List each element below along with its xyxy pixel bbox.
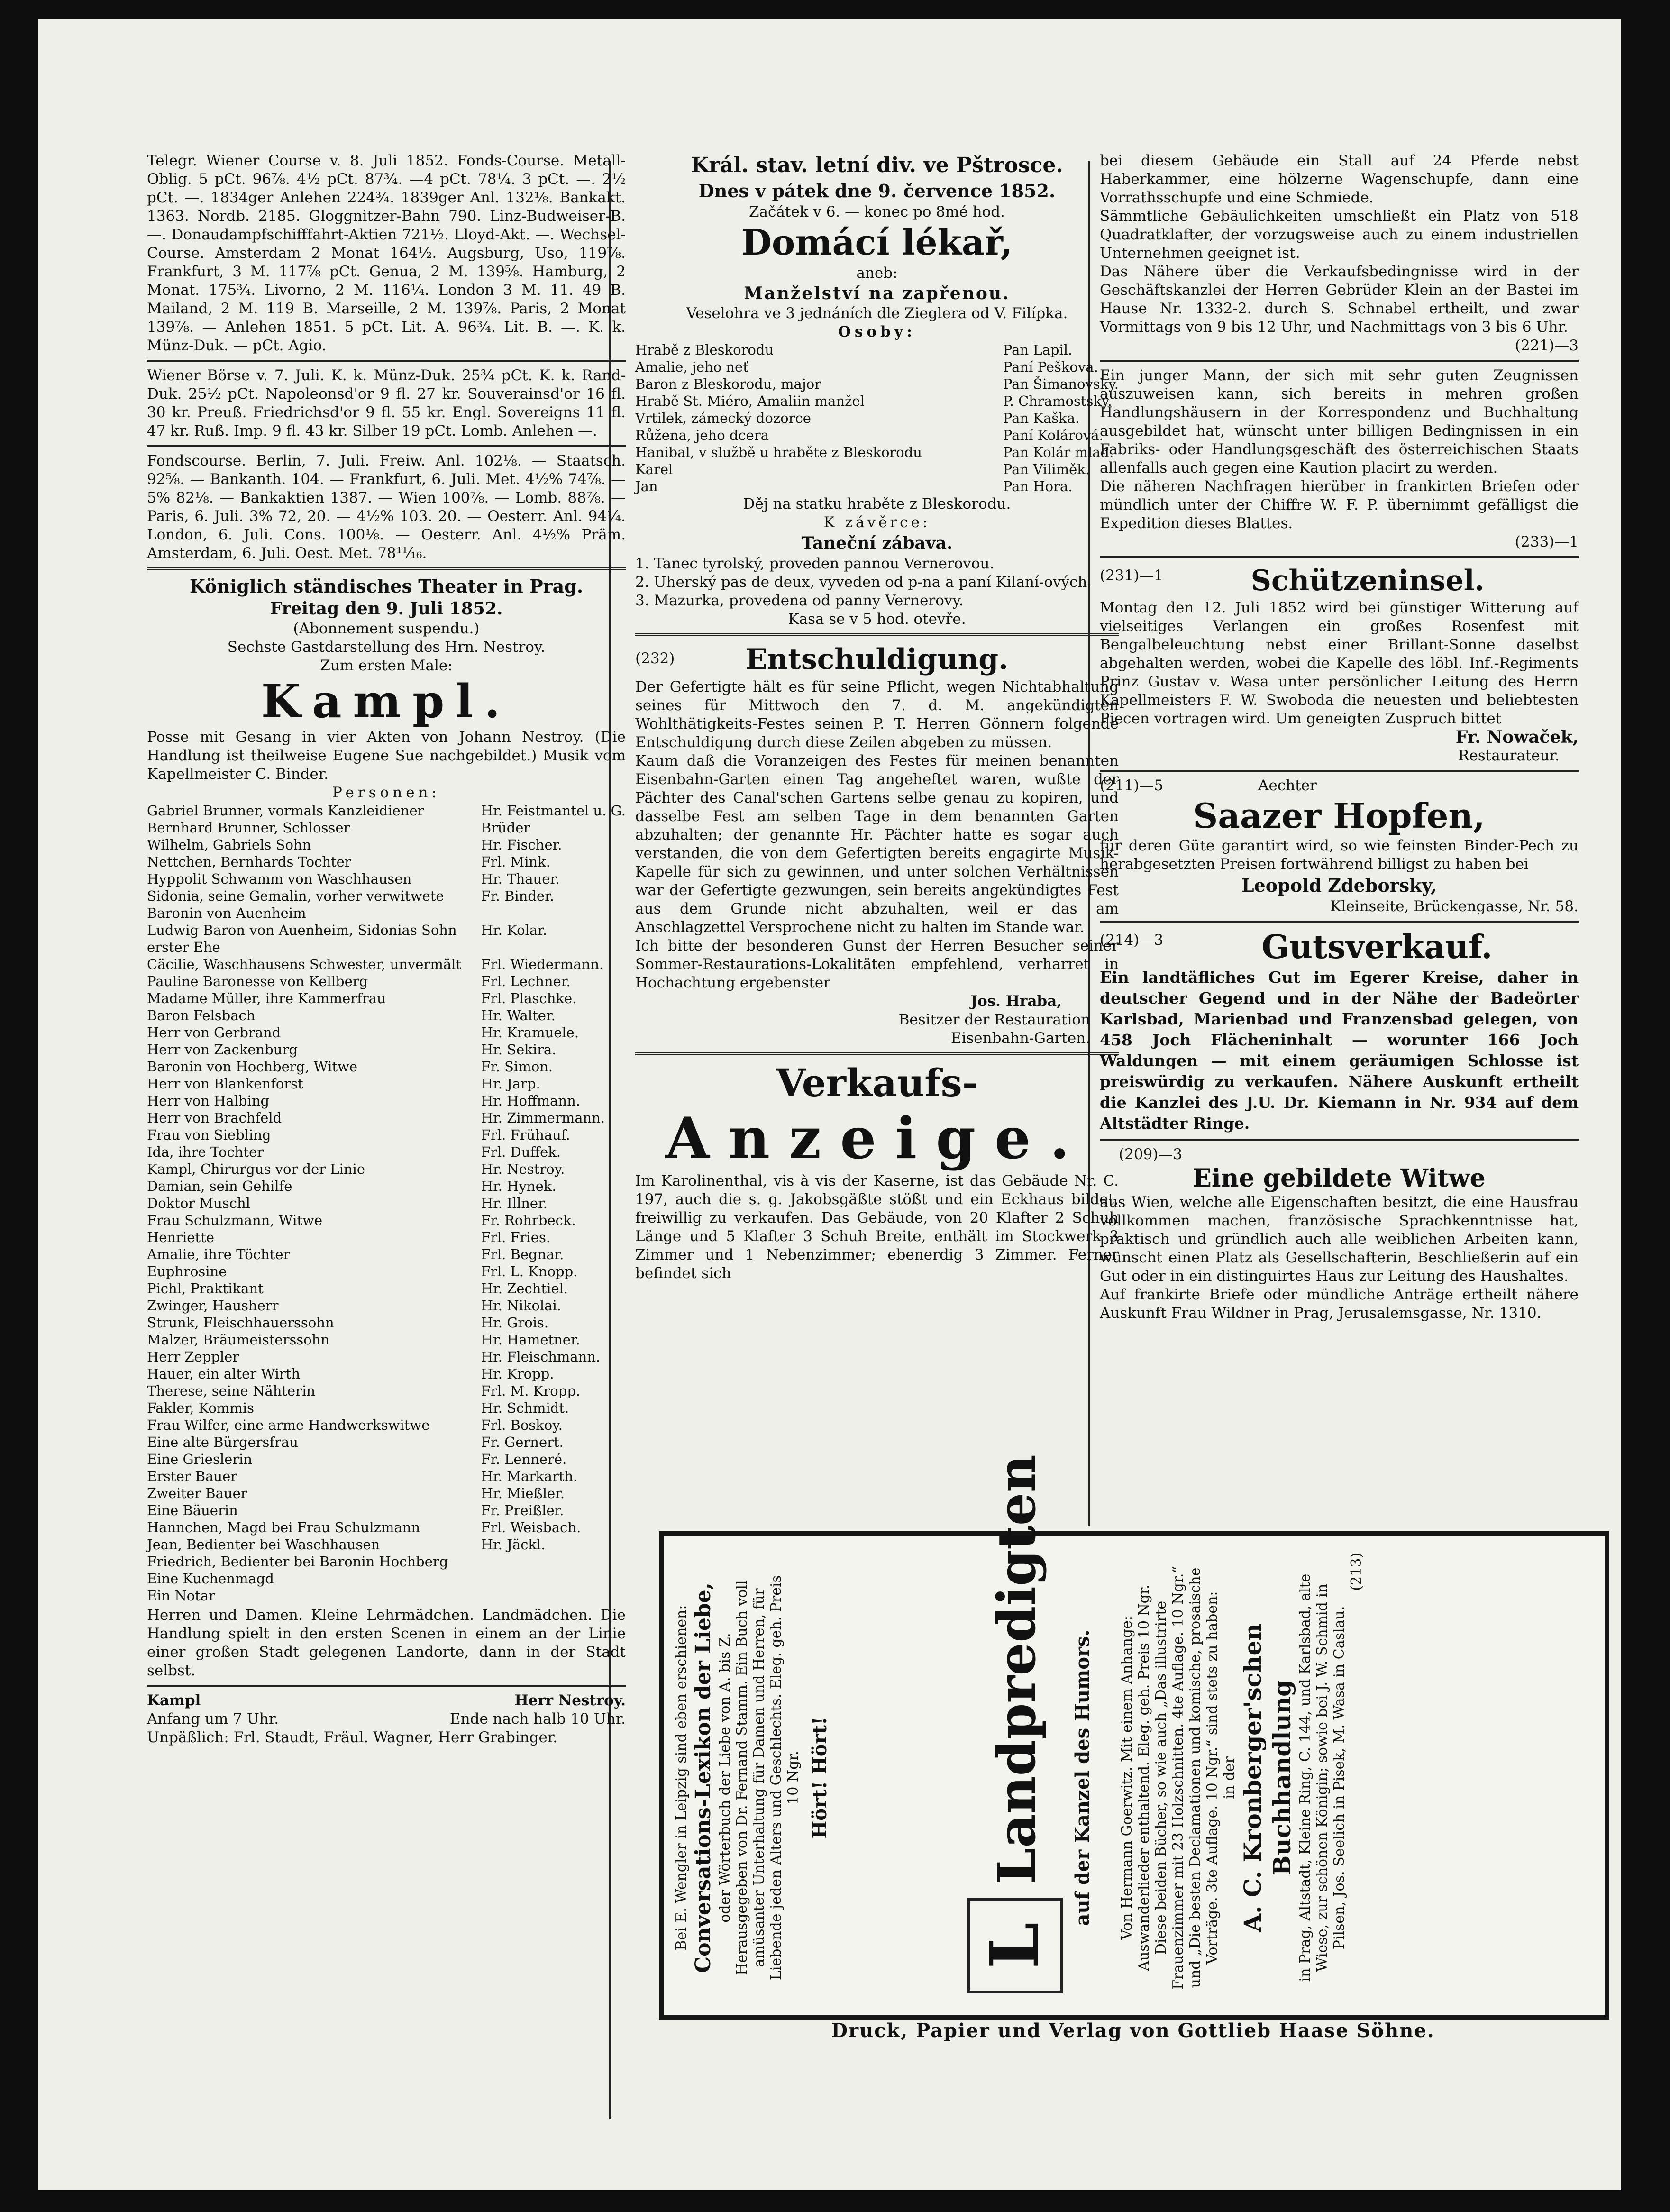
role: Baronin von Hochberg, Witwe [147,1059,357,1075]
divider [147,567,626,570]
excuse-sig-line3: Eisenbahn-Garten. [950,1030,1090,1047]
cast-row [147,1161,626,1178]
osoby-heading: Osoby: [838,323,916,340]
cast-row [147,1434,626,1451]
dance-item: 2. Uherský pas de deux, vyveden od p-na a paní Kilaní-ových. [635,574,1092,591]
cast-row [635,393,1119,410]
role: Herr von Brachfeld [147,1110,282,1126]
actor: P. Chramostský. [1003,393,1112,409]
actor: Frl. Fries. [481,1229,551,1245]
cast-row [147,1348,626,1365]
cast-row [147,956,626,973]
cast-row [147,1075,626,1092]
actor: Brüder [481,820,530,836]
hops-address: Kleinseite, Brückengasse, Nr. 58. [1330,898,1579,915]
role: Herr von Zackenburg [147,1042,298,1058]
imprint: Druck, Papier und Verlag von Gottlieb Haase Söhne. [831,2020,1435,2042]
actor: Frl. Duffek. [481,1144,561,1160]
widow-title: Eine gebildete Witwe [1193,1164,1486,1193]
cast-row [635,358,1119,375]
actor: Fr. Gernert. [481,1434,564,1450]
estate-body: Ein landtäfliches Gut im Egerer Kreise, daher in deutscher Gegend und in der Nähe der Badeörter Karlsbad, Marienbad und Franzensbad gelegen, von 458 Joch Flächeninhalt — worunter 166 Joch Waldungen — mit einem geräumigen Schlosse ist preiswürdig zu verkaufen. Nähere Auskunft ertheilt die Kanzlei des J.U. Dr. Kiemann in Nr. 934 auf dem Altstädter Ringe. [1100,968,1579,1133]
guest-role: Kampl [147,1692,201,1709]
personen-heading: Personen: [332,784,440,801]
actor: Hr. Mießler. [481,1485,565,1501]
hops-number: (211)—5 [1100,777,1164,794]
island-signature: Fr. Nowaček, [1455,727,1579,747]
cast-row [147,1143,626,1161]
lexikon-publisher: Bei E. Wengler in Leipzig sind eben erschienen: [673,1605,690,1951]
cast-row [635,461,1119,478]
divider [1100,1139,1579,1141]
actor: Hr. Hynek. [481,1178,557,1194]
actor: Pan Hora. [1003,478,1073,494]
sale-continued-3: Das Nähere über die Verkaufsbedingnisse wird in der Geschäftskanzlei der Herren Gebrüder Klein an der Bastei im Hause Nr. 1332-2. durch S. Schnabel ertheilt, und zwar Vormittags von 9 bis 12 Uhr, und Nachmittags von 3 bis 6 Uhr. [1100,263,1579,336]
actor: Hr. Fischer. [481,837,562,853]
column-1 [147,152,626,1747]
cast-row [147,1382,626,1399]
cast-row [635,341,1119,358]
cast-row [147,1212,626,1229]
actor: Frl. M. Kropp. [481,1383,581,1399]
role: Zweiter Bauer [147,1485,247,1501]
cast-row [147,1007,626,1024]
role: Eine Bäuerin [147,1502,238,1518]
role: Eine alte Bürgersfrau [147,1434,298,1450]
role: Herr von Blankenforst [147,1076,303,1092]
decorative-initial-l: L [967,1898,1063,1993]
divider [635,633,1119,636]
hops-title: Saazer Hopfen, [1193,795,1485,836]
dance-title: Taneční zábava. [801,533,953,553]
actor: Pan Lapil. [1003,342,1073,358]
excuse-para-3: Ich bitte der besonderen Gunst der Herren Besucher seiner Sommer-Restaurations-Lokalitäten empfehlend, verharret in Hochachtung ergebenster [635,937,1119,991]
actor: Hr. Sekira. [481,1042,557,1058]
sale-number: (221)—3 [1515,337,1579,354]
actor: Fr. Simon. [481,1059,553,1075]
cast-row [147,1587,626,1604]
shop-name: A. C. Kronberger'schen Buchhandlung [1239,1623,1296,1932]
column-2 [635,152,1119,1283]
cast-row [147,1024,626,1041]
actor [481,1553,626,1570]
theater-title: Königlich ständisches Theater in Prag. [189,576,584,597]
cast-row [147,1399,626,1417]
actor: Hr. Grois. [481,1315,549,1331]
role: Hauer, ein alter Wirth [147,1366,301,1382]
actor: Pan Kaška. [1003,410,1080,426]
theater-abonnement: (Abonnement suspendu.) [293,620,480,637]
role: Jean, Bedienter bei Waschhausen [147,1536,380,1553]
role: Damian, sein Gehilfe [147,1178,292,1194]
divider [147,445,626,447]
widow-body-2: Auf frankirte Briefe oder mündliche Anträge ertheilt nähere Auskunft Frau Wildner in Prag, Jerusalemsgasse, Nr. 1310. [1100,1286,1579,1322]
role: Strunk, Fleischhauerssohn [147,1315,334,1331]
excuse-signature: Jos. Hraba, [970,993,1062,1010]
actor: Fr. Binder. [481,888,554,904]
actor: Frl. Plaschke. [481,990,577,1006]
czech-date: Dnes v pátek dne 9. července 1852. [698,180,1056,201]
role: Nettchen, Bernhards Tochter [147,854,351,870]
divider [147,1685,626,1687]
role: Ein Notar [147,1588,215,1604]
czech-times: Začátek v 6. — konec po 8mé hod. [749,203,1005,220]
lexikon-subtitle: oder Wörterbuch der Liebe von A. bis Z. [717,1633,733,1923]
czech-aneb: aneb: [856,265,898,282]
cast-row [147,1041,626,1058]
cast-row [147,1314,626,1331]
actor: Frl. Wiedermann. [481,956,604,972]
actor: Frl. Lechner. [481,973,571,989]
excuse-para-1: Der Gefertigte hält es für seine Pflicht, wegen Nichtabhaltung seines für Mittwoch den 7. d. M. angekündigten Wohlthätigkeits-Festes seinen P. T. Herren Gönnern folgende Entschuldigung durch diese Zeilen abgeben zu müssen. [635,678,1119,751]
shop-address: in Prag, Altstadt, Kleine Ring, C. 144, und Karlsbad, alte Wiese, zur schönen Königin; sowie bei J. W. Schmid in Pilsen, Jos. Seelich in Pisek, M. Wasa in Caslau. [1297,1573,1348,1982]
actor: Hr. Feistmantel u. G. [481,803,626,819]
widow-number: (209)—3 [1119,1146,1183,1163]
cast-row [635,375,1119,393]
actor: Hr. Walter. [481,1007,556,1024]
cast-row [147,1126,626,1143]
dance-item: 1. Tanec tyrolský, proveden pannou Vernerovou. [635,555,995,572]
czech-theatre-name: Král. stav. letní div. ve Pštrosce. [691,153,1063,177]
start-time: Anfang um 7 Uhr. [147,1710,279,1728]
role: Sidonia, seine Gemalin, vorher verwitwete Baronin von Auenheim [147,888,444,921]
actor: Frl. L. Knopp. [481,1263,578,1280]
actor: Hr. Hametner. [481,1332,580,1348]
role: Therese, seine Nähterin [147,1383,316,1399]
actor: Hr. Nikolai. [481,1298,561,1314]
actor: Hr. Fleischmann. [481,1349,601,1365]
theater-first: Zum ersten Male: [320,657,453,674]
cast-row [147,1178,626,1195]
cast-row [147,1468,626,1485]
role: Karel [635,461,673,477]
czech-cast-list [635,341,1119,495]
actor [481,1570,626,1587]
divider [1100,921,1579,923]
cast-row [147,1092,626,1109]
landpredigten-body: Von Hermann Goerwitz. Mit einem Anhange: Auswanderlieder enthaltend. Eleg. geh. Preis 10 Ngr. [1119,1584,1152,1971]
divider [1100,556,1579,558]
actor [481,1587,626,1604]
role: Vrtilek, zámecký dozorce [635,410,811,426]
actor: Paní Kolárová. [1003,427,1104,443]
hoert-hoert: Hört! Hört! [809,1717,831,1839]
time-line [147,1710,626,1728]
hops-signature: Leopold Zdeborsky, [1241,875,1437,896]
theater-date: Freitag den 9. Juli 1852. [270,599,503,619]
island-sig-line2: Restaurateur. [1458,747,1560,764]
actor: Fr. Preißler. [481,1502,564,1518]
ad-number: (213) [1348,1553,1365,1591]
role: Zwinger, Hausherr [147,1298,279,1314]
czech-play-title: Domácí lékař, [741,222,1013,263]
guest-line [147,1691,626,1710]
cast-row [147,1451,626,1468]
role: Růžena, jeho dcera [635,427,769,443]
cast-row [147,922,626,956]
actor: Frl. Frühauf. [481,1127,570,1143]
dance-list [635,555,1119,610]
role: Doktor Muschl [147,1195,250,1211]
widow-body: aus Wien, welche alle Eigenschaften besitzt, die eine Hausfrau vollkommen machen, französische Sprachkenntnisse hat, praktisch und gründlich auch alle weiblichen Arbeiten kann, wünscht einen Platz als Gesellschafterin, Beschließerin auf ein Gut oder in ein distinguirtes Haus zur Leitung des Haushaltes. [1100,1194,1579,1285]
divider [147,360,626,362]
cast-row [147,1519,626,1536]
actor: Frl. Begnar. [481,1246,564,1262]
excuse-sig-line2: Besitzer der Restauration [898,1011,1090,1028]
role: Henriette [147,1229,214,1245]
cast-row [147,1246,626,1263]
guest-name: Herr Nestroy. [514,1692,626,1709]
cast-row [147,1502,626,1519]
young-man-ad-2: Die näheren Nachfragen hierüber in frankirten Briefen oder mündlich unter der Chiffre W. F. P. übernimmt gefälligst die Expedition dieses Blattes. [1100,478,1579,532]
role: Fakler, Kommis [147,1400,255,1416]
island-body: Montag den 12. Juli 1852 wird bei günstiger Witterung auf vielseitiges Verlangen ein großes Rosenfest mit Bengalbeleuchtung nebst einer Brillant-Sonne daselbst abgehalten werden, wobei die Kapelle des löbl. Inf.-Regiments Prinz Gustav v. Wasa unter persönlicher Leitung des Herrn Kapellmeisters F. W. Swoboda die neuesten und beliebtesten Piecen vortragen wird. Um geneigten Zuspruch bittet [1100,599,1579,727]
kasa-note: Kasa se v 5 hod. otevře. [788,611,966,628]
actor: Pan Šimanovský. [1003,376,1119,392]
role: Bernhard Brunner, Schlosser [147,820,350,836]
role: Euphrosine [147,1263,227,1280]
cast-row [147,1195,626,1212]
role: Jan [635,478,658,494]
sale-body: Im Karolinenthal, vis à vis der Kaserne, ist das Gebäude Nr. C. 197, auch die s. g. Jakobsgäßte stößt und ein Eckhaus bildet, freiwillig zu verkaufen. Das Gebäude, von 20 Klafter 2 Schuh Länge und 5 Klafter 3 Schuh Breite, enthält im Stockwerk 3 Zimmer und 1 Nebenzimmer; ebenerdig 3 Zimmer. Ferner befindet sich [635,1172,1119,1282]
role: Frau von Siebling [147,1127,271,1143]
sale-title-1: Verkaufs- [776,1060,978,1105]
cast-row [147,836,626,853]
role: Eine Grieslerin [147,1451,253,1467]
theater-gast: Sechste Gastdarstellung des Hrn. Nestroy. [227,639,546,656]
role: Amalie, ihre Töchter [147,1246,290,1262]
landpredigten-subtitle: auf der Kanzel des Humors. [1071,1629,1094,1926]
cast-row [635,410,1119,427]
role: Baron z Bleskorodu, major [635,376,821,392]
sale-title-2: Anzeige. [665,1105,1089,1172]
wiener-boerse: Wiener Börse v. 7. Juli. K. k. Münz-Duk. 25¾ pCt. K. k. Rand-Duk. 25½ pCt. Napoleonsd'or 9 fl. 27 kr. Souverainsd'or 16 fl. 30 kr. Preuß. Friedrichsd'or 9 fl. 55 kr. Engl. Sovereigns 11 fl. 47 kr. Ruß. Imp. 9 fl. 43 kr. Silber 19 pCt. Lomb. Anlehen —. [147,367,626,439]
play-title: Kampl. [261,675,512,728]
role: Baron Felsbach [147,1007,256,1024]
landpredigten-body-2: Diese beiden Bücher, so wie auch „Das illustrirte Frauenzimmer mit 23 Holzschnitten. 4te Auflage. 10 Ngr.“ und „Die besten Declamationen und komische, prosaische Vorträge. 3te Auflage. 10 Ngr.“ sind stets zu haben: [1153,1566,1221,1990]
actor: Hr. Markarth. [481,1468,578,1484]
role: Herr von Gerbrand [147,1024,281,1041]
sale-continued-2: Sämmtliche Gebäulichkeiten umschließt ein Platz von 518 Quadratklafter, der vorzugsweise auch zu einem industriellen Unternehmen geeignet ist. [1100,208,1579,262]
role: Cäcilie, Waschhausens Schwester, unvermält [147,956,462,972]
island-number: (231)—1 [1100,567,1164,584]
book-advertisement-rotated [664,1454,1593,2012]
role: Erster Bauer [147,1468,237,1484]
cast-row [147,1331,626,1348]
cast-row [147,819,626,836]
actor: Hr. Hoffmann. [481,1093,580,1109]
actor: Hr. Illner. [481,1195,548,1211]
cast-row [147,1229,626,1246]
role: Ida, ihre Tochter [147,1144,264,1160]
excuse-para-2: Kaum daß die Voranzeigen des Festes für meinen benannten Eisenbahn-Garten einen Tag angeheftet waren, wußte der Pächter des Canal'schen Gartens selbe genau zu kopiren, und dasselbe Fest am selben Tage in dem benannten Garten abzuhalten; der genannte Hr. Pächter hatte es sogar auch verstanden, die von dem Gefertigten bereits engagirte Musik-Kapelle für sich zu gewinnen, und unter solchen Verhältnissen war der Gefertigte gezwungen, sein bereits angekündigtes Fest aus dem Grunde nicht abzuhalten, weil er das am Anschlagzettel Versprochene nicht zu halten im Stande war. [635,752,1119,936]
indisposed-note: Unpäßlich: Frl. Staudt, Fräul. Wagner, Herr Grabinger. [147,1729,558,1746]
actor: Fr. Rohrbeck. [481,1212,576,1228]
role: Hrabě z Bleskorodu [635,342,774,358]
young-man-number: (233)—1 [1515,533,1579,550]
lexikon-body: Herausgegeben von Dr. Fernand Stamm. Ein Buch voll amüsanter Unterhaltung für Damen und Herren, für Liebende jeden Alters und Geschlechts. Eleg. geh. Preis 10 Ngr. [734,1575,802,1981]
cast-row [147,1553,626,1570]
actor: Paní Peškova. [1003,359,1098,375]
actor: Hr. Jarp. [481,1076,540,1092]
cast-row [635,478,1119,495]
sale-continued: bei diesem Gebäude ein Stall auf 24 Pferde nebst Haberkammer, eine hölzerne Wagenschupfe, dann eine Vorrathsschupfe und eine Schmiede. [1100,152,1579,206]
newspaper-page [38,19,1621,2190]
actor: Hr. Kramuele. [481,1024,579,1041]
actor: Hr. Kolar. [481,922,548,938]
divider [635,1052,1119,1055]
cast-row [147,870,626,887]
hops-pre: Aechter [1258,777,1317,794]
role: Amalie, jeho neť [635,359,748,375]
cast-row [147,1297,626,1314]
role: Pichl, Praktikant [147,1280,264,1297]
role: Hyppolit Schwamm von Waschhausen [147,871,412,887]
excuse-number: (232) [635,650,675,667]
divider [1100,770,1579,772]
cast-row [147,1417,626,1434]
role: Madame Müller, ihre Kammerfrau [147,990,386,1006]
role: Hanibal, v službě u hraběte z Bleskorodu [635,444,922,460]
cast-row [147,1058,626,1075]
cast-row [147,990,626,1007]
shop-pre: in der [1221,1756,1238,1799]
column-3 [1100,152,1579,1323]
czech-genre: Veselohra ve 3 jednáních dle Zieglera od V. Filípka. [686,305,1068,322]
role: Hannchen, Magd bei Frau Schulzmann [147,1519,420,1536]
cast-row [147,1109,626,1126]
role: Herr von Halbing [147,1093,270,1109]
cast-list [147,802,626,1604]
estate-number: (214)—3 [1100,932,1164,949]
play-description: Posse mit Gesang in vier Akten von Johann Nestroy. (Die Handlung ist theilweise Eugene Sue nachgebildet.) Musik vom Kapellmeister C. Binder. [147,729,626,783]
excuse-title: Entschuldigung. [745,643,1009,676]
actor: Hr. Jäckl. [481,1536,546,1553]
dance-item: 3. Mazurka, provedena od panny Vernerovy. [635,592,964,609]
actor: Frl. Mink. [481,854,550,870]
cast-row [147,1365,626,1382]
role: Hrabě St. Miéro, Amaliin manžel [635,393,865,409]
telegraph-course: Telegr. Wiener Course v. 8. Juli 1852. Fonds-Course. Metall-Oblig. 5 pCt. 96⅞. 4½ pCt. 87¾. —4 pCt. 78¼. 3 pCt. —. 2½ pCt. —. 1834ger Anlehen 224¾. 1839ger Anl. 132⅛. Bankakt. 1363. Nordb. 2185. Gloggnitzer-Bahn 790. Linz-Budweiser-B. —. Donaudampfschifffahrt-Aktien 721½. Lloyd-Akt. —. Wechsel-Course. Amsterdam 2 Monat 164½. Augsburg, Uso, 119⅞. Frankfurt, 3 M. 117⅞ pCt. Genua, 2 M. 139⅝. Hamburg, 2 Monat. 175¾. Livorno, 2 M. 116¼. London 3 M. 11. 49 B. Mailand, 2 M. 119 B. Marseille, 2 M. 139⅞. Paris, 2 Monat 139⅞. — Anlehen 1851. 5 pCt. Lit. A. 96¾. Lit. B. —. K. k. Münz-Duk. — pCt. Agio. [147,152,626,354]
role: Kampl, Chirurgus vor der Linie [147,1161,365,1177]
divider [1100,360,1579,362]
fonds-course: Fondscourse. Berlin, 7. Juli. Freiw. Anl. 102⅛. — Staatsch. 92⅝. — Bankanth. 104. — Frankfurt, 6. Juli. Met. 4½% 74⅞. — 5% 82⅛. — Bankaktien 1387. — Wien 100⅞. — Lomb. 88⅞. — Paris, 6. Juli. 3% 72, 20. — 4½% 103. 20. — Oesterr. Anl. 94¼. London, 6. Juli. Cons. 100⅛. — Oesterr. Anl. 4½% Präm. Amsterdam, 6. Juli. Oest. Met. 78¹¹⁄₁₆. [147,452,626,562]
cast-row [147,853,626,870]
role: Friedrich, Bedienter bei Baronin Hochberg [147,1554,448,1570]
actor: Frl. Boskoy. [481,1417,563,1433]
cast-row [147,802,626,819]
actor: Pan Viliměk. [1003,461,1090,477]
extras: Herren und Damen. Kleine Lehrmädchen. Landmädchen. Die Handlung spielt in den ersten Scenen in einem an der Linie einer großen Stadt gelegenen Landorte, dann in der Stadt selbst. [147,1607,626,1679]
czech-subtitle: Manželství na zapřenou. [744,283,1010,303]
role: Frau Schulzmann, Witwe [147,1212,322,1228]
zaver-heading: K závěrce: [823,514,931,531]
cast-row [147,1536,626,1553]
actor: Hr. Thauer. [481,871,560,887]
actor: Hr. Schmidt. [481,1400,569,1416]
island-title: Schützeninsel. [1250,564,1485,597]
book-advertisement [659,1454,1609,2020]
actor: Hr. Nestroy. [481,1161,565,1177]
actor: Pan Kolár mlad. [1003,444,1114,460]
czech-scene: Děj na statku hraběte z Bleskorodu. [743,495,1011,512]
end-time: Ende nach halb 10 Uhr. [450,1710,626,1728]
role: Frau Wilfer, eine arme Handwerkswitwe [147,1417,430,1433]
estate-title: Gutsverkauf. [1261,928,1493,966]
cast-row [147,973,626,990]
cast-row [635,427,1119,444]
role: Pauline Baronesse von Kellberg [147,973,368,989]
hops-body: für deren Güte garantirt wird, so wie feinsten Binder-Pech zu herabgesetzten Preisen fortwährend billigst zu haben bei [1100,837,1579,873]
cast-row [147,1263,626,1280]
role: Wilhelm, Gabriels Sohn [147,837,311,853]
actor: Hr. Kropp. [481,1366,554,1382]
cast-row [147,1485,626,1502]
lexikon-title: Conversations-Lexikon der Liebe, [691,1582,715,1973]
landpredigten-title: Landpredigten [986,1454,1047,1884]
role: Malzer, Bräumeisterssohn [147,1332,330,1348]
actor: Hr. Zimmermann. [481,1110,605,1126]
role: Herr Zeppler [147,1349,239,1365]
cast-row [635,444,1119,461]
actor: Hr. Zechtiel. [481,1280,568,1297]
role: Ludwig Baron von Auenheim, Sidonias Sohn erster Ehe [147,922,457,955]
actor: Fr. Lenneré. [481,1451,567,1467]
actor: Frl. Weisbach. [481,1519,581,1536]
role: Gabriel Brunner, vormals Kanzleidiener [147,803,424,819]
role: Eine Kuchenmagd [147,1571,274,1587]
cast-row [147,1280,626,1297]
cast-row [147,1570,626,1587]
cast-row [147,887,626,922]
young-man-ad: Ein junger Mann, der sich mit sehr guten Zeugnissen auszuweisen kann, sich bereits in mehren großen Handlungshäusern in der Korrespondenz und Buchhaltung ausgebildet hat, wünscht unter billigen Bedingnissen in ein Fabriks- oder Handlungsgeschäft des österreichischen Staats allenfalls auch gegen eine Kaution placirt zu werden. [1100,367,1579,476]
